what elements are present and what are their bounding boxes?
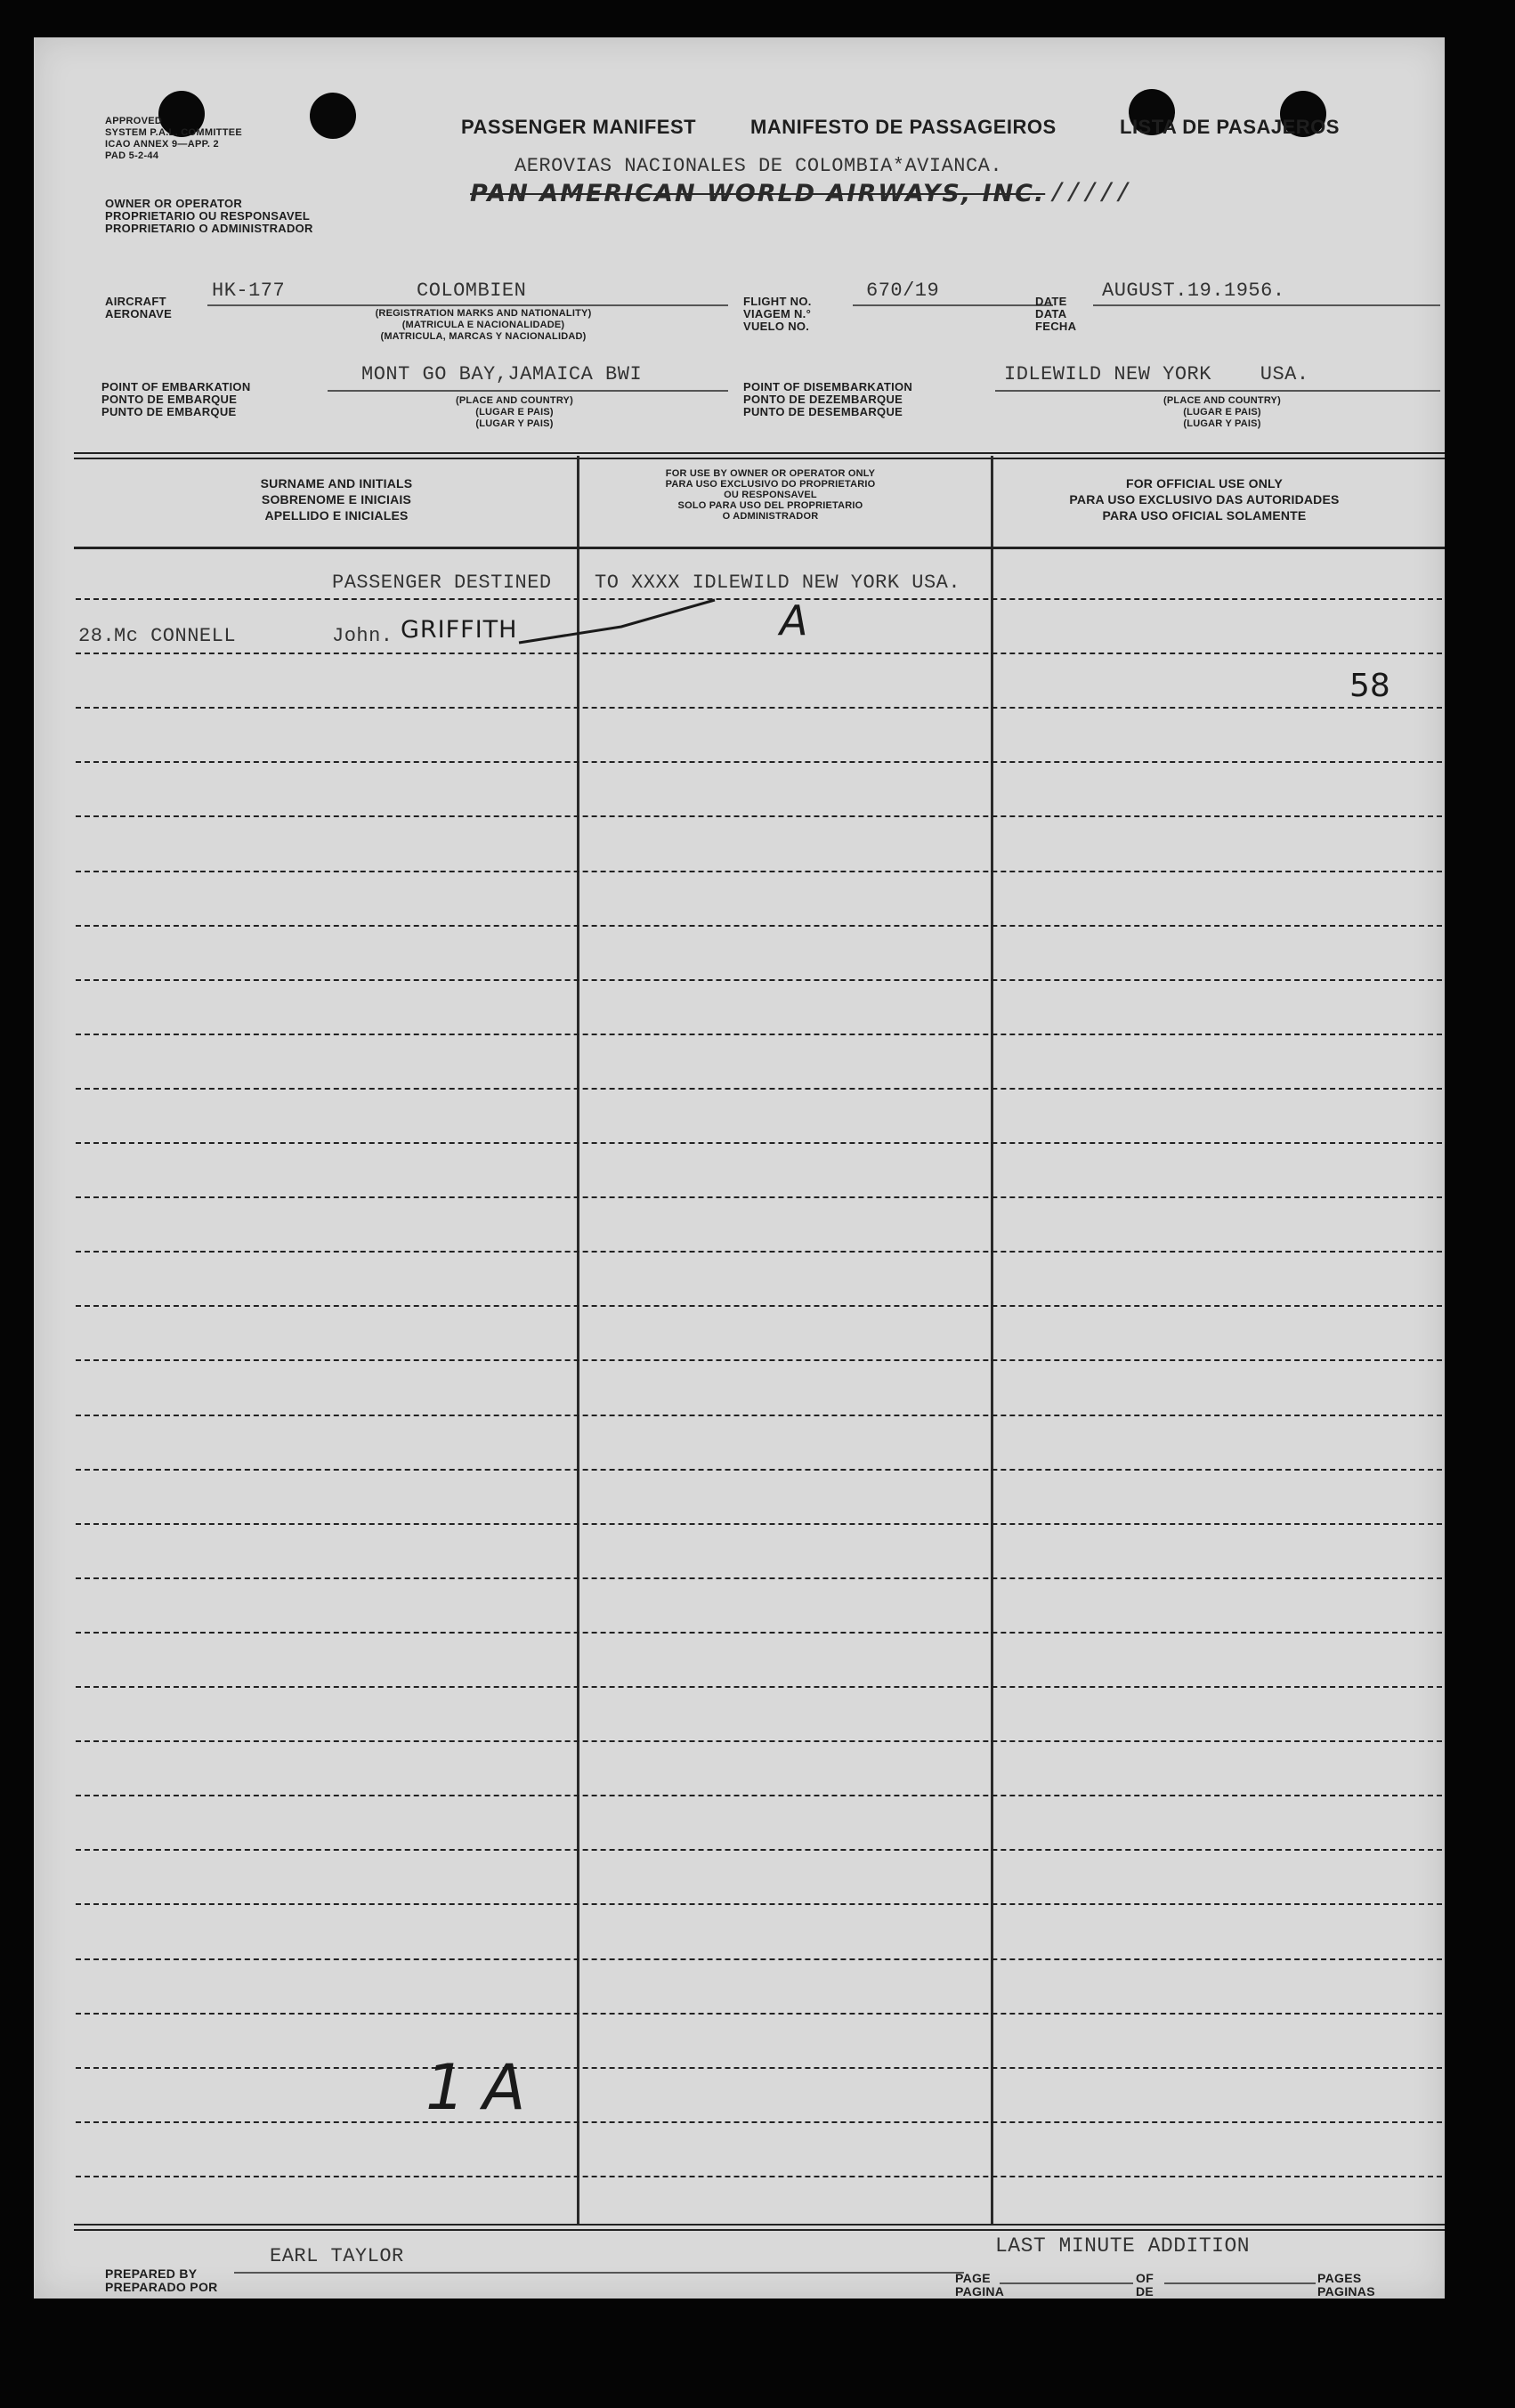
disembarkation-underline xyxy=(995,390,1440,392)
passenger-given-handwritten: GRIFFITH xyxy=(401,616,518,644)
row-line xyxy=(76,815,1442,817)
destined-left: PASSENGER DESTINED xyxy=(332,572,552,594)
row-line xyxy=(76,2013,1442,2015)
row-line xyxy=(76,1251,1442,1253)
manifest-sheet xyxy=(34,37,1445,2299)
row-line xyxy=(76,2176,1442,2177)
passenger-number: 28. xyxy=(78,625,116,647)
row-line xyxy=(76,1034,1442,1035)
embarkation-labels: POINT OF EMBARKATION PONTO DE EMBARQUE PUNTO DE EMBARQUE xyxy=(101,380,251,418)
page-stamp: 58 xyxy=(1349,668,1390,704)
row-line xyxy=(76,1632,1442,1634)
row-line xyxy=(76,1849,1442,1851)
row-line xyxy=(76,1359,1442,1361)
aircraft-labels: AIRCRAFT AERONAVE xyxy=(105,295,173,320)
disembarkation-sub-labels: (PLACE AND COUNTRY) (LUGAR E PAIS) (LUGAR Y PAIS) xyxy=(1163,395,1281,429)
aircraft-registration: HK-177 xyxy=(212,280,286,302)
row-line xyxy=(76,1686,1442,1688)
date-value: AUGUST.19.1956. xyxy=(1102,280,1285,302)
date-underline xyxy=(1093,304,1440,306)
date-labels: DATE DATA FECHA xyxy=(1035,295,1077,333)
row-line xyxy=(76,1088,1442,1090)
flight-underline xyxy=(853,304,1053,306)
approval-block: APPROVED SYSTEM P.A.L. COMMITTEE ICAO ANNEX 9—APP. 2 PAD 5-2-44 xyxy=(105,116,242,161)
row-line xyxy=(76,1740,1442,1742)
column-header-owner-use: FOR USE BY OWNER OR OPERATOR ONLY PARA USO EXCLUSIVO DO PROPRIETARIO OU RESPONSAVEL SOLO PARA USO DEL PROPRIETARIO O ADMINISTRADOR xyxy=(665,468,876,522)
row-line xyxy=(76,1795,1442,1796)
last-minute-note: LAST MINUTE ADDITION xyxy=(995,2234,1251,2258)
disembarkation-value: IDLEWILD NEW YORK USA. xyxy=(1004,363,1309,385)
row-line xyxy=(76,1415,1442,1416)
header-bottom-rule xyxy=(74,547,1445,549)
title-passenger-manifest: PASSENGER MANIFEST xyxy=(461,116,697,138)
operator-banner: PAN AMERICAN WORLD AIRWAYS, INC. ///// xyxy=(470,180,1132,210)
row-line xyxy=(76,1142,1442,1144)
row-line xyxy=(76,2067,1442,2069)
page-underline xyxy=(1000,2282,1133,2284)
column-header-surname: SURNAME AND INITIALS SOBRENOME E INICIAIS APELLIDO E INICIALES xyxy=(260,476,413,523)
row-line xyxy=(76,1469,1442,1471)
column-header-official: FOR OFFICIAL USE ONLY PARA USO EXCLUSIVO DAS AUTORIDADES PARA USO OFICIAL SOLAMENTE xyxy=(1069,476,1340,523)
destined-right: TO XXXX IDLEWILD NEW YORK USA. xyxy=(595,572,961,594)
prepared-by-underline xyxy=(234,2272,964,2274)
punch-hole xyxy=(310,93,356,139)
page-labels: PAGE PAGINA xyxy=(955,2271,1005,2299)
prepared-by-value: EARL TAYLOR xyxy=(270,2245,404,2267)
pages-labels: PAGES PAGINAS xyxy=(1317,2271,1375,2299)
of-labels: OF DE xyxy=(1136,2271,1154,2299)
owner-mark: A xyxy=(780,596,808,645)
of-underline xyxy=(1164,2282,1316,2284)
operator-typed: AEROVIAS NACIONALES DE COLOMBIA*AVIANCA. xyxy=(514,155,1003,177)
flight-labels: FLIGHT NO. VIAGEM N.° VUELO NO. xyxy=(743,295,812,333)
disembarkation-labels: POINT OF DISEMBARKATION PONTO DE DEZEMBARQUE PUNTO DE DESEMBARQUE xyxy=(743,380,913,418)
embarkation-sub-labels: (PLACE AND COUNTRY) (LUGAR E PAIS) (LUGAR Y PAIS) xyxy=(456,395,573,429)
row-line xyxy=(76,979,1442,981)
row-line xyxy=(76,761,1442,763)
aircraft-sub-labels: (REGISTRATION MARKS AND NATIONALITY) (MATRICULA E NACIONALIDADE) (MATRICULA, MARCAS Y NACIONALIDAD) xyxy=(375,308,592,342)
row-line xyxy=(76,871,1442,872)
row-line xyxy=(76,1305,1442,1307)
flight-number: 670/19 xyxy=(866,280,940,302)
aircraft-nationality: COLOMBIEN xyxy=(417,280,527,302)
row-line xyxy=(76,598,1442,600)
aircraft-underline xyxy=(207,304,728,306)
prepared-by-labels: PREPARED BY PREPARADO POR xyxy=(105,2266,218,2294)
row-line xyxy=(76,1903,1442,1905)
row-line xyxy=(76,707,1442,709)
passenger-given-name: John. xyxy=(332,625,393,647)
handwritten-stroke xyxy=(514,589,719,661)
title-manifesto: MANIFESTO DE PASSAGEIROS xyxy=(750,116,1057,138)
owner-labels: OWNER OR OPERATOR PROPRIETARIO OU RESPONSAVEL PROPRIETARIO O ADMINISTRADOR xyxy=(105,197,313,235)
row-line xyxy=(76,2121,1442,2123)
bottom-handwritten-mark: 1A xyxy=(425,2051,544,2124)
title-lista: LISTA DE PASAJEROS xyxy=(1120,116,1340,138)
passenger-surname: Mc CONNELL xyxy=(114,625,237,647)
row-line xyxy=(76,1523,1442,1525)
row-line xyxy=(76,1958,1442,1960)
row-line xyxy=(76,653,1442,654)
embarkation-underline xyxy=(328,390,728,392)
row-line xyxy=(76,1577,1442,1579)
row-line xyxy=(76,1196,1442,1198)
table-bottom-rule xyxy=(74,2224,1445,2231)
row-line xyxy=(76,925,1442,927)
embarkation-value: MONT GO BAY,JAMAICA BWI xyxy=(361,363,643,385)
table-top-rule xyxy=(74,452,1445,459)
